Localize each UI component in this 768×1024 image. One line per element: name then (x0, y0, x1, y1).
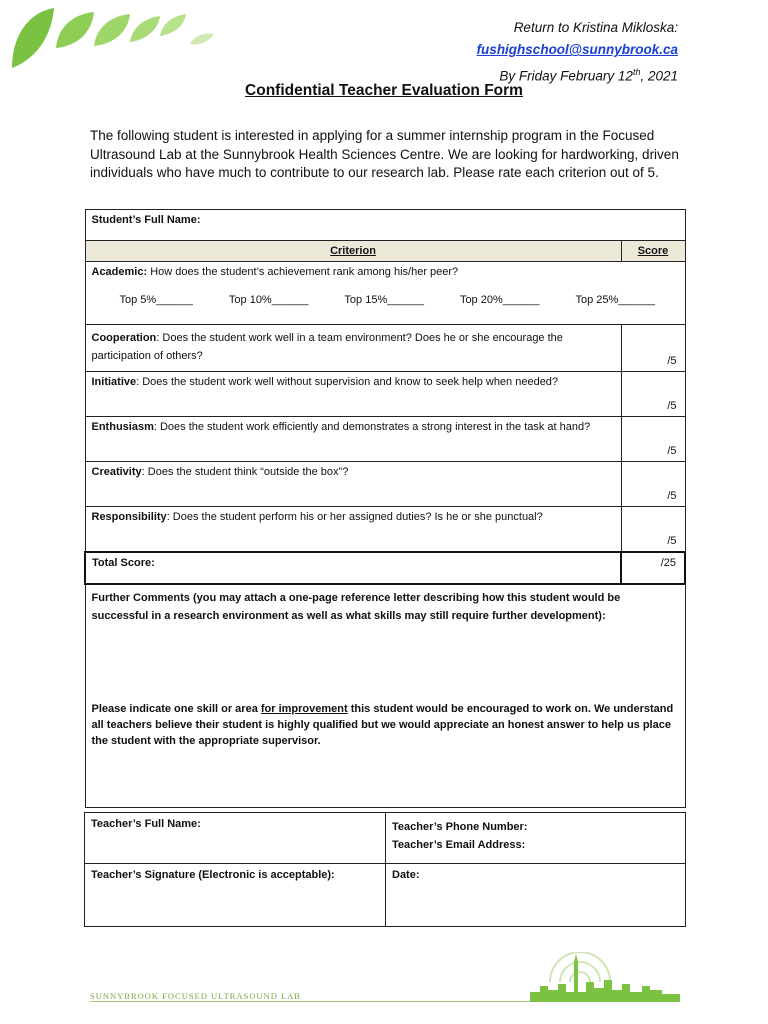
criterion-cooperation: Cooperation: Does the student work well in a team environment? Does he or she encourage the participation of others? (85, 325, 621, 372)
comments-prompt: Further Comments (you may attach a one-page reference letter describing how this student would be successful in a research environment as well as what skills may still require further development): (91, 592, 621, 622)
score-cell[interactable]: /5 (621, 372, 685, 417)
return-line: Return to Kristina Mikloska: (513, 20, 678, 35)
criterion-creativity: Creativity: Does the student think “outside the box”? (85, 462, 621, 507)
total-score-label: Total Score: (85, 552, 621, 584)
teacher-phone-label: Teacher’s Phone Number: (392, 821, 528, 833)
percentile-option[interactable]: Top 15%______ (344, 294, 424, 306)
intro-paragraph: The following student is interested in applying for a summer internship program in the Focused Ultrasound Lab at the Sunnybrook Health Sciences Centre. We are looking for hardworking, driven individuals who have much to contribute to our research lab. Please rate each criterion out of 5. (90, 128, 679, 180)
student-name-field[interactable]: Student’s Full Name: (85, 210, 685, 241)
improvement-prompt: Please indicate one skill or area for improvement this student would be encouraged to work on. We understand all teachers believe their student is highly qualified but we would appreciate an honest answer to help us place the student with the appropriate supervisor. (91, 703, 674, 747)
comments-area[interactable] (85, 584, 685, 808)
score-cell[interactable]: /5 (621, 462, 685, 507)
criterion-header: Criterion (85, 241, 621, 262)
teacher-contact-fields[interactable] (386, 813, 686, 864)
score-cell[interactable]: /5 (621, 417, 685, 462)
teacher-email-label: Teacher’s Email Address: (392, 839, 526, 851)
deadline: By Friday February 12th, 2021 (499, 67, 678, 84)
academic-row (85, 262, 685, 325)
teacher-info-table (84, 812, 686, 927)
score-cell[interactable]: /5 (621, 507, 685, 553)
academic-question: How does the student’s achievement rank among his/her peer? (147, 266, 459, 278)
lab-name-footer: SUNNYBROOK FOCUSED ULTRASOUND LAB (90, 991, 301, 1001)
evaluation-table (84, 209, 686, 808)
percentile-option[interactable]: Top 25%______ (575, 294, 655, 306)
form-title: Confidential Teacher Evaluation Form (245, 82, 523, 99)
criterion-enthusiasm: Enthusiasm: Does the student work efficiently and demonstrates a strong interest in the task at hand? (85, 417, 621, 462)
score-header: Score (621, 241, 685, 262)
teacher-name-field[interactable]: Teacher’s Full Name: (85, 813, 386, 864)
skyline-logo-icon (530, 952, 680, 1002)
return-email-link[interactable]: fushighschool@sunnybrook.ca (476, 42, 678, 57)
leaf-logo-icon (10, 4, 220, 70)
date-field[interactable]: Date: (386, 864, 686, 927)
academic-label: Academic: (91, 266, 148, 278)
teacher-signature-field[interactable]: Teacher’s Signature (Electronic is acceptable): (85, 864, 386, 927)
percentile-option[interactable]: Top 10%______ (228, 294, 309, 306)
score-cell[interactable]: /5 (621, 325, 685, 372)
total-score-cell[interactable]: /25 (621, 552, 685, 584)
criterion-responsibility: Responsibility: Does the student perform his or her assigned duties? Is he or she punctual? (85, 507, 621, 553)
percentile-option[interactable]: Top 20%______ (459, 294, 540, 306)
criterion-initiative: Initiative: Does the student work well without supervision and know to seek help when needed? (85, 372, 621, 417)
return-info (477, 17, 678, 88)
percentile-option[interactable]: Top 5%______ (119, 294, 193, 306)
